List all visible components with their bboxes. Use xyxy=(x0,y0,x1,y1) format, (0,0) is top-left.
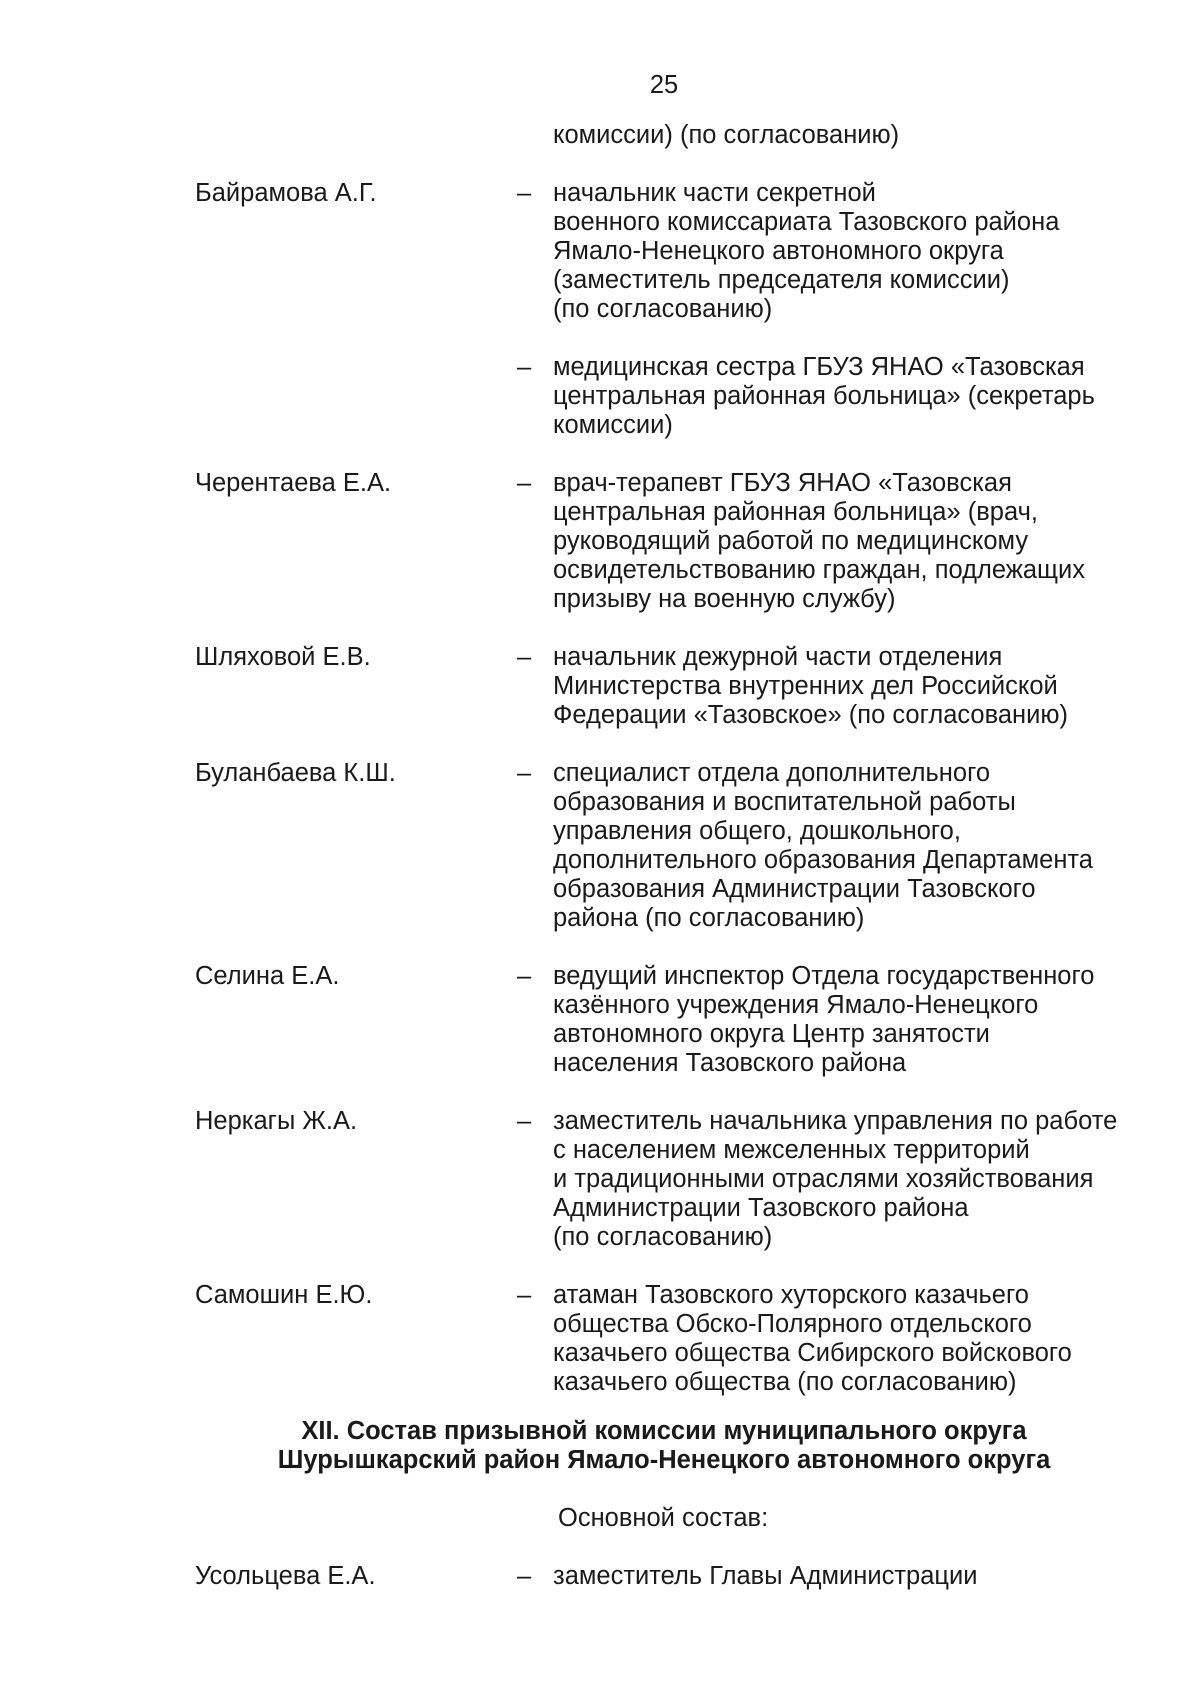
member-name xyxy=(195,353,517,440)
dash: – xyxy=(517,962,532,990)
member-entry xyxy=(0,469,1200,614)
member-position: начальник части секретной военного комиссариата Тазовского района Ямало-Ненецкого автономного округа (заместитель председателя комиссии) (по согласованию) xyxy=(553,179,1060,323)
member-position: медицинская сестра ГБУЗ ЯНАО «Тазовская центральная районная больница» (секретарь комиссии) xyxy=(553,353,1095,439)
member-name: Усольцева Е.А. xyxy=(195,1562,376,1590)
member-name: Селина Е.А. xyxy=(195,962,340,990)
member-position: начальник дежурной части отделения Министерства внутренних дел Российской Федерации «Тазовское» (по согласованию) xyxy=(553,643,1068,729)
member-entry xyxy=(0,179,1200,324)
member-position: ведущий инспектор Отдела государственного казённого учреждения Ямало-Ненецкого автономного округа Центр занятости населения Тазовского района xyxy=(553,962,1095,1077)
member-name: Шляховой Е.В. xyxy=(195,643,371,671)
section-subtitle: Основной состав: xyxy=(558,1504,769,1532)
member-position: атаман Тазовского хуторского казачьего общества Обско-Полярного отдельского казачьего общества Сибирского войскового казачьего общества (по согласованию) xyxy=(553,1281,1072,1396)
dash: – xyxy=(517,1107,532,1135)
member-entry xyxy=(0,353,1200,440)
member-position: заместитель Главы Администрации xyxy=(553,1562,978,1590)
dash: – xyxy=(517,469,532,497)
member-entry xyxy=(0,759,1200,933)
member-list xyxy=(0,179,1200,1426)
dash: – xyxy=(517,179,532,207)
page-number: 25 xyxy=(649,71,679,99)
member-entry xyxy=(0,643,1200,730)
member-name: Буланбаева К.Ш. xyxy=(195,759,396,787)
dash: – xyxy=(517,643,532,671)
continuation-text: комиссии) (по согласованию) xyxy=(553,121,900,149)
dash: – xyxy=(517,353,532,381)
member-name: Неркагы Ж.А. xyxy=(195,1107,358,1135)
member-position: специалист отдела дополнительного образования и воспитательной работы управления общего, дошкольного, дополнительного образования Департамента образования Администрации Тазовского района (по согласованию) xyxy=(553,759,1093,932)
dash: – xyxy=(517,1562,532,1590)
member-entry xyxy=(0,1281,1200,1397)
member-position: врач-терапевт ГБУЗ ЯНАО «Тазовская центральная районная больница» (врач, руководящий работой по медицинскому освидетельствованию граждан, подлежащих призыву на военную службу) xyxy=(553,469,1086,613)
dash: – xyxy=(517,759,532,787)
member-name: Байрамова А.Г. xyxy=(195,179,377,207)
member-entry xyxy=(0,962,1200,1078)
member-entry xyxy=(0,1107,1200,1252)
section-title: XII. Состав призывной комиссии муниципального округа Шурышкарский район Ямало-Ненецкого автономного округа xyxy=(277,1417,1051,1474)
dash: – xyxy=(517,1281,532,1309)
member-list xyxy=(0,1562,1200,1620)
member-name: Черентаева Е.А. xyxy=(195,469,392,497)
member-name: Самошин Е.Ю. xyxy=(195,1281,373,1309)
member-position: заместитель начальника управления по работе с населением межселенных территорий и традиционными отраслями хозяйствования Администрации Тазовского района (по согласованию) xyxy=(553,1107,1118,1251)
member-entry xyxy=(0,1562,1200,1591)
